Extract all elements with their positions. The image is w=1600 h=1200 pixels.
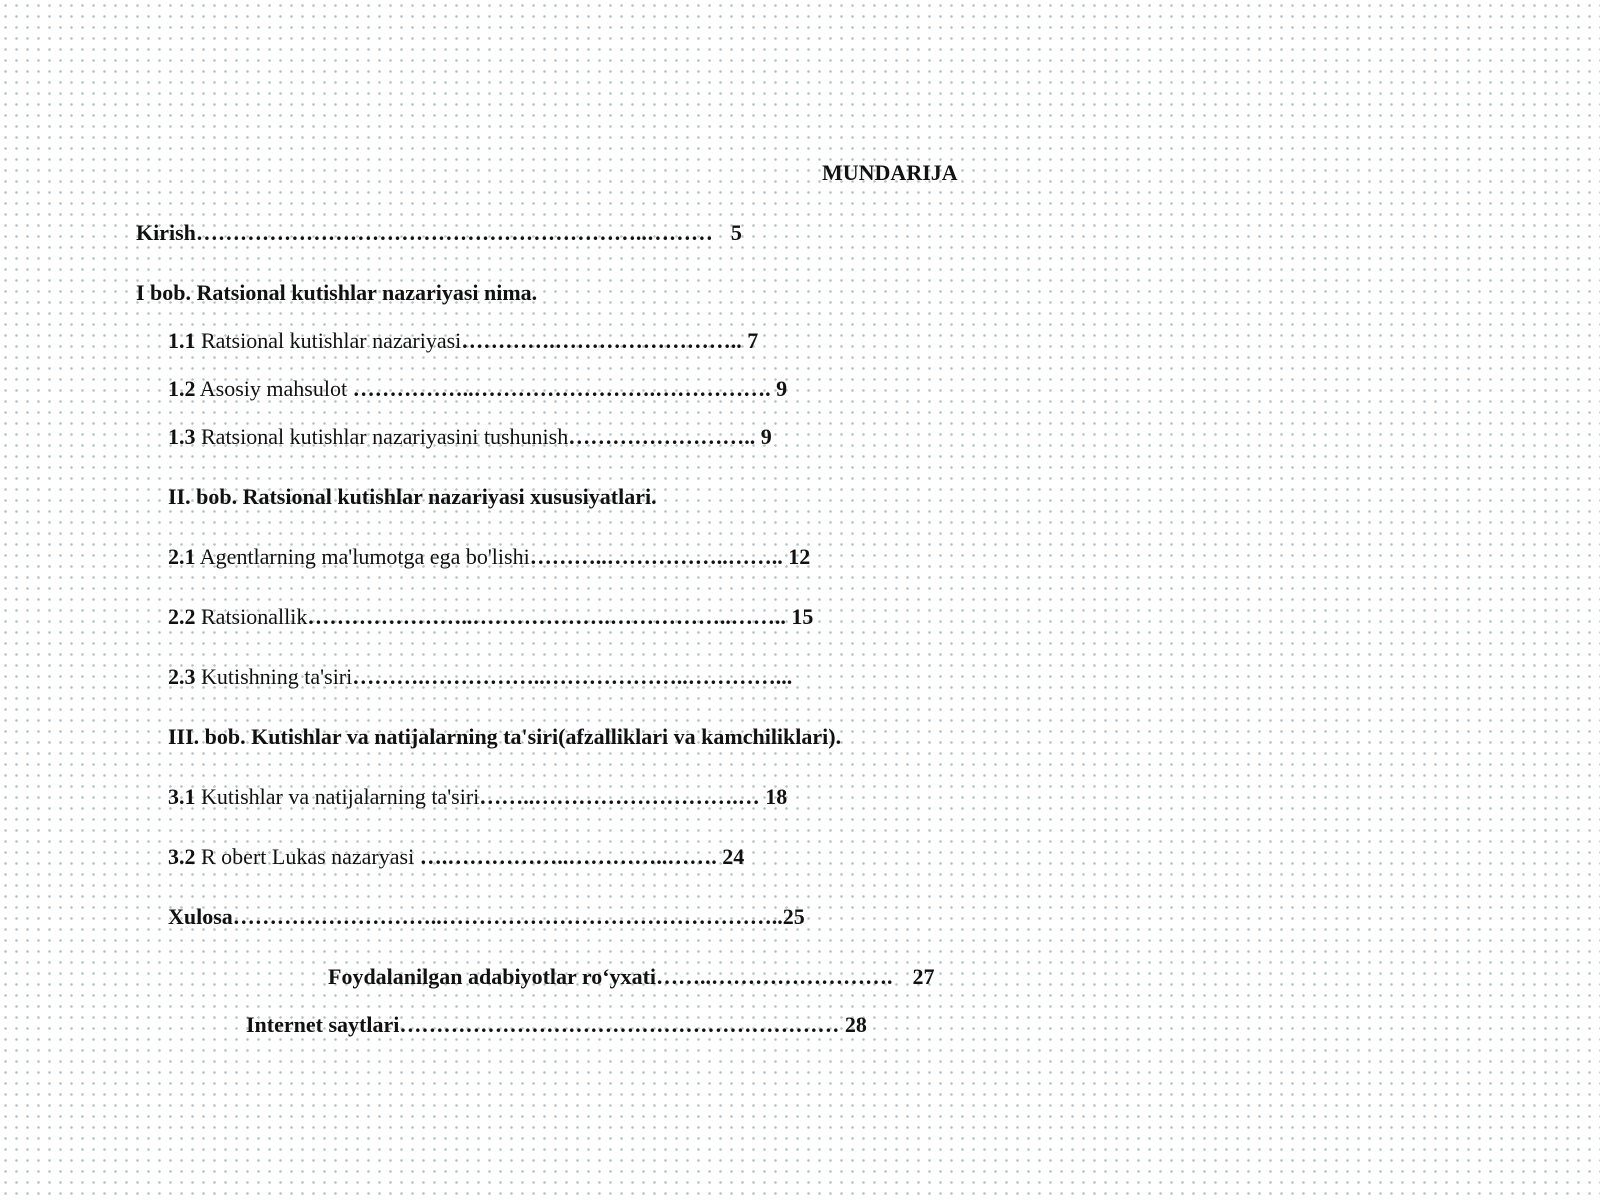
entry-dots: ….……………..…………..……. [419,844,717,869]
entry-dots: ……………..…………………….……………. [352,376,771,401]
entry-dots: ……………………………………………………..……… [195,220,713,245]
entry-page: 28 [844,1012,867,1037]
toc-chapter-1 [136,280,537,306]
entry-text: III. bob. Kutishlar va natijalarning ta'siri(afzalliklari va kamchiliklari). [168,724,842,749]
entry-text: Asosiy mahsulot [195,376,353,401]
toc-chapter-2 [168,484,657,510]
toc-entry-xulosa [168,904,805,930]
entry-page: 9 [760,424,772,449]
entry-dots: …………………..……………….……………..…….. [307,604,786,629]
entry-page: 9 [776,376,788,401]
entry-page: 25 [782,904,805,929]
entry-dots: ………..……………..…….. [529,544,783,569]
entry-text: I bob. Ratsional kutishlar nazariyasi nima. [136,280,538,305]
entry-number: 3.1 [168,784,196,809]
entry-text: Ratsional kutishlar nazariyasini tushunish [195,424,569,449]
entry-text: R obert Lukas nazaryasi [195,844,420,869]
toc-chapter-3 [168,724,841,750]
entry-dots: …………………………………………………… [399,1012,840,1037]
entry-text: Xulosa [168,904,233,929]
entry-number: 1.2 [168,376,196,401]
entry-dots: ……….……………..………………..…………... [352,664,793,689]
entry-page: 12 [788,544,811,569]
toc-entry-3-1 [168,784,787,810]
entry-number: 2.1 [168,544,196,569]
entry-page: 24 [722,844,745,869]
entry-number: 2.3 [168,664,196,689]
entry-text: Agentlarning ma'lumotga ega bo'lishi [195,544,530,569]
toc-entry-2-1 [168,544,810,570]
toc-entry-1-3 [168,424,772,450]
toc-entry-internet-sites [246,1012,867,1038]
entry-page: 27 [912,964,935,989]
entry-text: II. bob. Ratsional kutishlar nazariyasi xususiyatlari. [168,484,657,509]
entry-number: 1.1 [168,328,196,353]
entry-text: Kutishning ta'siri [195,664,353,689]
toc-entry-2-2 [168,604,813,630]
entry-text: Kirish [136,220,196,245]
page-title: MUNDARIJA [822,160,958,185]
entry-text: Ratsionallik [195,604,308,629]
entry-dots: ………………………..……………………………………….. [232,904,783,929]
entry-number: 2.2 [168,604,196,629]
entry-text: Internet saytlari [246,1012,400,1037]
toc-entry-1-1 [168,328,758,354]
entry-dots: ………….…………………….. [461,328,742,353]
entry-page: 7 [747,328,759,353]
toc-entry-1-2 [168,376,787,402]
entry-dots: ……..……………………. [656,964,893,989]
entry-text: Ratsional kutishlar nazariyasi [195,328,462,353]
entry-text: Foydalanilgan adabiyotlar ro‘yxati [328,964,657,989]
entry-dots: ……..……………………….… [479,784,760,809]
entry-page: 15 [791,604,814,629]
entry-text: Kutishlar va natijalarning ta'siri [195,784,480,809]
entry-number: 3.2 [168,844,196,869]
entry-dots: …………………….. [568,424,756,449]
entry-number: 1.3 [168,424,196,449]
entry-page: 5 [730,220,742,245]
toc-entry-2-3 [168,664,792,690]
entry-page: 18 [765,784,788,809]
toc-entry-3-2 [168,844,744,870]
toc-entry-kirish [136,220,742,246]
toc-entry-references [328,964,935,990]
